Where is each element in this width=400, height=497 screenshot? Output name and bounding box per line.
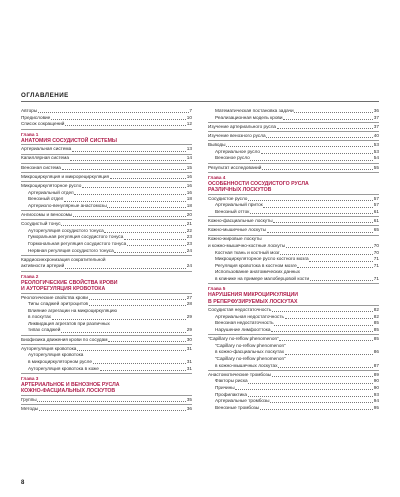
dot-leader bbox=[278, 367, 373, 368]
entry-page-number: 37 bbox=[373, 114, 379, 120]
toc-left-column bbox=[21, 108, 192, 413]
toc-entry[interactable] bbox=[208, 392, 379, 399]
toc-entry[interactable] bbox=[21, 221, 192, 228]
entry-title: “Capillary no-reflow phenomenon” bbox=[215, 342, 286, 348]
entry-title: Математическая постановка задачи bbox=[215, 108, 294, 113]
entry-title: Изучение артериального русла bbox=[208, 123, 277, 129]
toc-entry[interactable] bbox=[208, 349, 379, 356]
entry-page-number: 12 bbox=[186, 121, 192, 127]
dot-leader bbox=[250, 213, 373, 214]
entry-page-number: 57 bbox=[373, 202, 379, 208]
toc-entry[interactable] bbox=[21, 359, 192, 366]
toc-entry[interactable] bbox=[208, 327, 379, 334]
entry-page-number: 16 bbox=[186, 173, 192, 179]
entry-page-number: 71 bbox=[373, 276, 379, 282]
dot-leader bbox=[100, 370, 187, 371]
chapter-title-line: И АУТОРЕГУЛЯЦИЯ КРОВОТОКА bbox=[21, 285, 106, 292]
entry-title: Венозное русло bbox=[215, 155, 250, 161]
toc-entry[interactable] bbox=[208, 142, 379, 149]
chapter-title-line: НАРУШЕНИЯ МИКРОЦИРКУЛЯЦИИ bbox=[208, 292, 298, 299]
entry-page-number: 23 bbox=[186, 234, 192, 240]
toc-entry[interactable] bbox=[208, 218, 379, 225]
separator-line bbox=[21, 373, 192, 374]
dot-leader bbox=[93, 363, 186, 364]
entry-page-number: 22 bbox=[186, 227, 192, 233]
dot-leader bbox=[72, 151, 186, 152]
entry-title: “Capillary no-reflow phenomenon” bbox=[208, 336, 279, 342]
entry-title: Ауторегуляция кровотока bbox=[21, 345, 77, 351]
chapter-title-line: В РЕПЕРФУЗИРУЕМЫХ ЛОСКУТАХ bbox=[208, 298, 298, 305]
toc-entry[interactable] bbox=[21, 241, 192, 248]
dot-leader bbox=[226, 146, 373, 147]
entry-title: в кожно-мышечных лоскутах bbox=[215, 362, 278, 368]
entry-title: и кожно-мышечно-костные лоскуты bbox=[208, 243, 286, 249]
entry-title: Использование анатомических данных bbox=[215, 269, 300, 275]
entry-page-number: 29 bbox=[186, 327, 192, 333]
dot-leader bbox=[297, 267, 373, 268]
toc-entry[interactable] bbox=[208, 307, 379, 314]
entry-title: Реализационная модель крови bbox=[215, 114, 283, 120]
entry-title: Капиллярная система bbox=[21, 155, 69, 161]
separator-line bbox=[21, 129, 192, 130]
dot-leader bbox=[107, 207, 186, 208]
entry-title: Результат исследований bbox=[208, 164, 262, 170]
entry-title: активности артерий bbox=[21, 263, 65, 269]
entry-title: Микроциркуляторное русло костного мозга bbox=[215, 256, 309, 262]
entry-title: Авторы bbox=[21, 108, 38, 113]
toc-entry[interactable] bbox=[21, 248, 192, 255]
chapter-heading[interactable] bbox=[208, 286, 379, 304]
dot-leader bbox=[272, 376, 373, 377]
toc-entry[interactable] bbox=[208, 133, 379, 140]
entry-page-number: 55 bbox=[373, 164, 379, 170]
toc-entry[interactable] bbox=[21, 301, 192, 308]
dot-leader bbox=[114, 252, 186, 253]
entry-title: Факторы риска bbox=[215, 378, 248, 384]
chapter-label: Глава 1 bbox=[21, 131, 39, 137]
toc-entry[interactable] bbox=[208, 398, 379, 405]
chapter-label: Глава 5 bbox=[208, 286, 226, 292]
entry-page-number: 24 bbox=[186, 263, 192, 269]
entry-title: Выводы bbox=[208, 142, 226, 148]
toc-entry[interactable] bbox=[208, 256, 379, 263]
dot-leader bbox=[285, 318, 373, 319]
dot-leader bbox=[39, 410, 186, 411]
entry-title: Кожно-фасциальные лоскуты bbox=[208, 218, 273, 224]
dot-leader bbox=[110, 178, 186, 179]
toc-entry[interactable] bbox=[208, 243, 379, 250]
page-heading: ОГЛАВЛЕНИЕ bbox=[21, 92, 69, 99]
entry-title: Типы сладжей эритроцитов bbox=[28, 301, 89, 307]
entry-title: Артериоло-венулярные анастомозы bbox=[28, 202, 107, 208]
chapter-label: Глава 3 bbox=[21, 376, 39, 382]
separator-line bbox=[208, 283, 379, 284]
entry-title: Причины bbox=[215, 384, 235, 390]
entry-title: Биофизика движения крови по сосудам bbox=[21, 336, 108, 342]
entry-page-number: 71 bbox=[373, 256, 379, 262]
entry-title: Реологические свойства крови bbox=[21, 294, 88, 300]
dot-leader bbox=[74, 194, 186, 195]
entry-title: Венозный отдел bbox=[28, 196, 64, 202]
entry-title: Венозные тромбозы bbox=[215, 404, 260, 410]
toc-entry[interactable] bbox=[21, 121, 192, 128]
entry-title: Микроциркуляторное русло bbox=[21, 183, 82, 189]
toc-entry[interactable] bbox=[21, 327, 192, 334]
entry-page-number: 53 bbox=[373, 148, 379, 154]
entry-page-number: 87 bbox=[373, 362, 379, 368]
dot-leader bbox=[52, 319, 186, 320]
entry-page-number: 15 bbox=[186, 164, 192, 170]
dot-leader bbox=[273, 222, 373, 223]
chapter-title-line: ОСОБЕННОСТИ СОСУДИСТОГО РУСЛА bbox=[208, 180, 309, 187]
entry-page-number: 65 bbox=[373, 227, 379, 233]
toc-entry[interactable] bbox=[208, 314, 379, 321]
dot-leader bbox=[286, 247, 373, 248]
entry-page-number: 18 bbox=[186, 202, 192, 208]
dot-leader bbox=[89, 299, 186, 300]
entry-title: Нарушение лимфооттока bbox=[215, 326, 271, 332]
entry-page-number: 61 bbox=[373, 208, 379, 214]
entry-title: Артериальная система bbox=[21, 146, 72, 152]
entry-title: Артериальные тромбозы bbox=[215, 398, 270, 404]
entry-title: Нервная регуляция сосудистого тонуса bbox=[28, 247, 114, 253]
toc-entry[interactable] bbox=[208, 149, 379, 156]
dot-leader bbox=[294, 112, 373, 113]
entry-title: Артериальная недостаточность bbox=[215, 313, 284, 319]
entry-title: Регуляция кровотока в костном мозге bbox=[215, 262, 297, 268]
dot-leader bbox=[108, 341, 186, 342]
dot-leader bbox=[280, 254, 373, 255]
toc-entry[interactable] bbox=[208, 356, 379, 363]
dot-leader bbox=[104, 232, 186, 233]
dot-leader bbox=[262, 169, 373, 170]
entry-page-number: 30 bbox=[186, 336, 192, 342]
dot-leader bbox=[65, 268, 186, 269]
entry-page-number: 10 bbox=[186, 114, 192, 120]
dot-leader bbox=[272, 311, 373, 312]
toc-entry[interactable] bbox=[208, 385, 379, 392]
dot-leader bbox=[62, 169, 187, 170]
entry-page-number: 7 bbox=[189, 108, 192, 113]
entry-page-number: 57 bbox=[373, 195, 379, 201]
entry-page-number: 82 bbox=[373, 313, 379, 319]
entry-page-number: 24 bbox=[186, 247, 192, 253]
entry-page-number: 36 bbox=[373, 108, 379, 113]
entry-title: Изучение венозного русла bbox=[208, 132, 266, 138]
chapter-heading[interactable] bbox=[21, 376, 192, 394]
toc-entry[interactable] bbox=[21, 352, 192, 359]
entry-page-number: 40 bbox=[373, 132, 379, 138]
entry-title: Венозная недостаточность bbox=[215, 320, 274, 326]
entry-title: Ликвидация агрегатов при различных bbox=[28, 320, 110, 326]
entry-page-number: 28 bbox=[186, 301, 192, 307]
toc-entry[interactable] bbox=[208, 124, 379, 131]
toc-entry[interactable] bbox=[21, 228, 192, 235]
dot-leader bbox=[248, 383, 373, 384]
entry-title: типах сладжей bbox=[28, 327, 61, 333]
separator-line bbox=[208, 172, 379, 173]
entry-title: Ангиосомы и веносомы bbox=[21, 211, 73, 217]
dot-leader bbox=[270, 402, 373, 403]
dot-leader bbox=[271, 331, 373, 332]
toc-entry[interactable] bbox=[208, 343, 379, 350]
entry-page-number: 35 bbox=[186, 396, 192, 402]
toc-entry[interactable] bbox=[208, 236, 379, 243]
entry-title: Сосудистая недостаточность bbox=[208, 307, 272, 313]
toc-entry[interactable] bbox=[21, 108, 192, 115]
dot-leader bbox=[51, 119, 186, 120]
entry-page-number: 85 bbox=[373, 336, 379, 342]
entry-page-number: 20 bbox=[186, 211, 192, 217]
entry-title: Микроциркуляция и микрорециркуляция bbox=[21, 173, 110, 179]
entry-page-number: 89 bbox=[373, 371, 379, 377]
entry-page-number: 13 bbox=[186, 146, 192, 152]
toc-entry[interactable] bbox=[21, 366, 192, 373]
entry-page-number: 36 bbox=[186, 405, 192, 411]
entry-title: в кожно-фасциальных лоскутах bbox=[215, 349, 285, 355]
dot-leader bbox=[73, 216, 186, 217]
entry-title: Методы bbox=[21, 405, 39, 411]
entry-page-number: 90 bbox=[373, 378, 379, 384]
dot-leader bbox=[127, 245, 186, 246]
entry-page-number: 70 bbox=[373, 249, 379, 255]
dot-leader bbox=[274, 325, 373, 326]
entry-page-number: 95 bbox=[373, 404, 379, 410]
entry-title: Венозный отток bbox=[215, 208, 250, 214]
entry-page-number: 27 bbox=[186, 294, 192, 300]
toc-entry[interactable] bbox=[21, 183, 192, 190]
entry-page-number: 85 bbox=[373, 320, 379, 326]
dot-leader bbox=[61, 332, 186, 333]
toc-entry[interactable] bbox=[208, 276, 379, 283]
toc-entry[interactable] bbox=[21, 397, 192, 404]
toc-entry[interactable] bbox=[21, 234, 192, 241]
toc-entry[interactable] bbox=[208, 372, 379, 379]
entry-page-number: 82 bbox=[373, 307, 379, 313]
toc-entry[interactable] bbox=[21, 203, 192, 210]
dot-leader bbox=[260, 409, 373, 410]
entry-title: Профилактика bbox=[215, 391, 248, 397]
chapter-heading[interactable] bbox=[21, 274, 192, 292]
chapter-label: Глава 2 bbox=[21, 273, 39, 279]
toc-entry[interactable] bbox=[21, 196, 192, 203]
entry-title: Кардиосинхронизация сократительной bbox=[21, 256, 106, 262]
toc-entry[interactable] bbox=[21, 263, 192, 270]
toc-entry[interactable] bbox=[21, 346, 192, 353]
entry-title: в клинике на примере малоберцовой кости bbox=[215, 276, 310, 282]
entry-title: Артериальный приток bbox=[215, 202, 263, 208]
entry-page-number: 53 bbox=[373, 142, 379, 148]
entry-title: Ауторегуляция сосудистого тонуса bbox=[28, 227, 104, 233]
entry-title: Артериальный отдел bbox=[28, 189, 74, 195]
dot-leader bbox=[61, 225, 186, 226]
page-number: 8 bbox=[21, 480, 25, 486]
entry-page-number: 85 bbox=[373, 326, 379, 332]
entry-title: Артериальное русло bbox=[215, 148, 261, 154]
entry-title: Влияние агрегации на микроциркуляцию bbox=[28, 307, 118, 313]
toc-entry[interactable] bbox=[21, 174, 192, 181]
chapter-title-line: РАЗЛИЧНЫХ ЛОСКУТОВ bbox=[208, 187, 272, 194]
entry-title: Ауторегуляция кровотока bbox=[28, 352, 84, 358]
toc-entry[interactable] bbox=[208, 209, 379, 216]
entry-title: “Capillary no-reflow phenomenon” bbox=[215, 355, 286, 361]
entry-page-number: 86 bbox=[373, 349, 379, 355]
dot-leader bbox=[263, 207, 373, 208]
dot-leader bbox=[267, 232, 373, 233]
chapter-title-line: АРТЕРИАЛЬНОЕ И ВЕНОЗНОЕ РУСЛА bbox=[21, 382, 120, 389]
toc-entry[interactable] bbox=[208, 263, 379, 270]
dot-leader bbox=[235, 389, 373, 390]
toc-entry[interactable] bbox=[21, 212, 192, 219]
entry-page-number: 37 bbox=[373, 123, 379, 129]
toc-entry[interactable] bbox=[21, 146, 192, 153]
dot-leader bbox=[310, 280, 373, 281]
entry-page-number: 21 bbox=[186, 221, 192, 227]
dot-leader bbox=[248, 200, 373, 201]
dot-leader bbox=[248, 396, 373, 397]
entry-title: Сосудистое русло bbox=[208, 195, 248, 201]
dot-leader bbox=[266, 137, 373, 138]
entry-page-number: 29 bbox=[186, 314, 192, 320]
entry-page-number: 31 bbox=[186, 359, 192, 365]
chapter-heading[interactable] bbox=[208, 175, 379, 193]
entry-page-number: 16 bbox=[186, 189, 192, 195]
chapter-title-line: РЕОЛОГИЧЕСКИЕ СВОЙСТВА КРОВИ bbox=[21, 279, 118, 286]
toc-entry[interactable] bbox=[208, 320, 379, 327]
toc-entry[interactable] bbox=[208, 250, 379, 257]
toc-entry[interactable] bbox=[208, 405, 379, 412]
dot-leader bbox=[124, 239, 186, 240]
dot-leader bbox=[37, 401, 186, 402]
entry-page-number: 31 bbox=[186, 365, 192, 371]
entry-page-number: 93 bbox=[373, 391, 379, 397]
dot-leader bbox=[64, 201, 186, 202]
dot-leader bbox=[279, 340, 373, 341]
dot-leader bbox=[250, 160, 373, 161]
entry-page-number: 23 bbox=[186, 240, 192, 246]
entry-page-number: 90 bbox=[373, 384, 379, 390]
entry-title: Костная ткань и костный мозг bbox=[215, 249, 280, 255]
toc-entry[interactable] bbox=[21, 406, 192, 413]
dot-leader bbox=[261, 153, 373, 154]
chapter-heading[interactable] bbox=[21, 132, 192, 144]
dot-leader bbox=[82, 187, 186, 188]
entry-title: Кожно-мышечные лоскуты bbox=[208, 227, 266, 233]
entry-page-number: 18 bbox=[186, 196, 192, 202]
chapter-label: Глава 4 bbox=[208, 174, 226, 180]
dot-leader bbox=[309, 261, 373, 262]
toc-entry[interactable] bbox=[208, 363, 379, 370]
entry-title: Кожно-жировые лоскуты bbox=[208, 236, 262, 242]
toc-entry[interactable] bbox=[21, 314, 192, 321]
entry-page-number: 14 bbox=[186, 155, 192, 161]
dot-leader bbox=[65, 125, 186, 126]
separator-line bbox=[21, 271, 192, 272]
entry-title: Ауторегуляция кровотока в коже bbox=[28, 365, 99, 371]
toc-entry[interactable] bbox=[208, 115, 379, 122]
entry-title: Список сокращений bbox=[21, 121, 65, 127]
entry-title: Венозная система bbox=[21, 164, 61, 170]
dot-leader bbox=[277, 128, 373, 129]
entry-page-number: 70 bbox=[373, 243, 379, 249]
entry-title: Группы bbox=[21, 396, 37, 402]
toc-entry[interactable] bbox=[208, 378, 379, 385]
entry-title: Гуморальная регуляция сосудистого тонуса bbox=[28, 234, 124, 240]
toc-entry[interactable] bbox=[21, 308, 192, 315]
entry-title: Анастомотические тромбозы bbox=[208, 371, 272, 377]
toc-entry[interactable] bbox=[208, 202, 379, 209]
entry-title: Сосудистый тонус bbox=[21, 221, 61, 227]
chapter-title-line: АНАТОМИЯ СОСУДИСТОЙ СИСТЕМЫ bbox=[21, 137, 117, 144]
toc-entry[interactable] bbox=[21, 165, 192, 172]
entry-title: в микроциркуляторном русле bbox=[28, 359, 92, 365]
entry-title: в лоскутах bbox=[28, 314, 52, 320]
entry-page-number: 54 bbox=[373, 155, 379, 161]
dot-leader bbox=[38, 112, 189, 113]
entry-page-number: 94 bbox=[373, 398, 379, 404]
toc-right-column bbox=[208, 108, 379, 411]
dot-leader bbox=[285, 354, 373, 355]
chapter-title-line: КОЖНО-ФАСЦИАЛЬНЫХ ЛОСКУТОВ bbox=[21, 388, 116, 395]
entry-page-number: 71 bbox=[373, 262, 379, 268]
toc-entry[interactable] bbox=[208, 155, 379, 162]
entry-page-number: 16 bbox=[186, 183, 192, 189]
toc-entry[interactable] bbox=[208, 165, 379, 172]
toc-entry[interactable] bbox=[21, 155, 192, 162]
toc-entry[interactable] bbox=[208, 227, 379, 234]
toc-entry[interactable] bbox=[208, 108, 379, 115]
toc-entry[interactable] bbox=[21, 337, 192, 344]
entry-title: Гормональная регуляция сосудистого тонуса bbox=[28, 240, 127, 246]
dot-leader bbox=[77, 350, 186, 351]
dot-leader bbox=[89, 305, 186, 306]
heading-rule bbox=[21, 101, 379, 102]
toc-entry[interactable] bbox=[208, 336, 379, 343]
entry-page-number: 31 bbox=[186, 345, 192, 351]
dot-leader bbox=[283, 119, 373, 120]
entry-page-number: 61 bbox=[373, 218, 379, 224]
dot-leader bbox=[70, 160, 186, 161]
entry-title: Предисловие bbox=[21, 114, 51, 120]
